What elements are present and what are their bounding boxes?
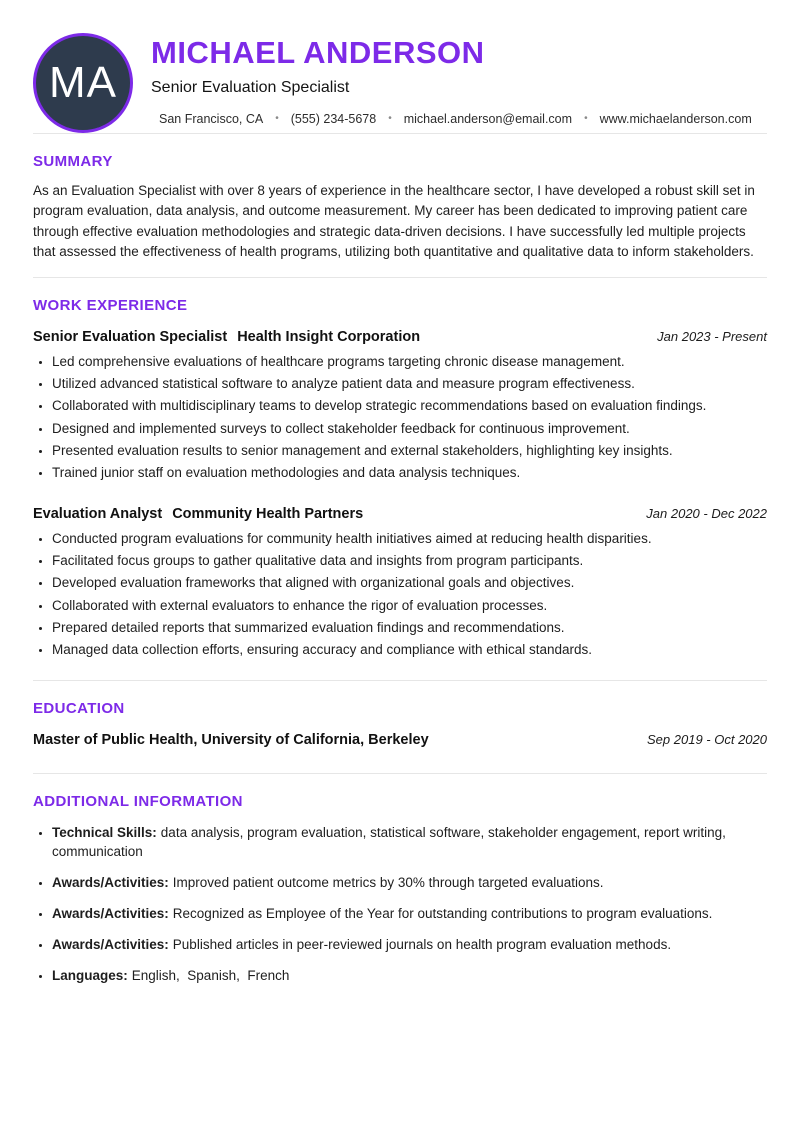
info-label: Languages: <box>52 968 128 984</box>
job-bullet-list <box>33 355 767 481</box>
info-item <box>52 935 767 954</box>
summary-heading: SUMMARY <box>33 153 113 170</box>
job-bullet: • Developed evaluation frameworks that aligned with organizational goals and objectives. <box>52 576 767 591</box>
job-dates: Jan 2023 - Present <box>657 328 767 344</box>
resume-header <box>33 33 767 133</box>
contact-email: michael.anderson@email.com <box>403 111 573 126</box>
job-header-row <box>33 329 767 345</box>
job-title-line <box>33 329 420 345</box>
job-bullet: • Trained junior staff on evaluation methodologies and data analysis techniques. <box>52 466 767 481</box>
job-title: Senior Evaluation Specialist <box>151 78 350 96</box>
avatar <box>33 33 133 133</box>
job-bullet: • Managed data collection efforts, ensuring accuracy and compliance with ethical standards. <box>52 643 767 658</box>
job-bullet: • Presented evaluation results to senior management and external stakeholders, highlighting key insights. <box>52 444 767 459</box>
avatar-initials: MA <box>49 58 117 107</box>
section-additional-information <box>33 774 767 985</box>
education-heading: EDUCATION <box>33 700 125 718</box>
education-dates: Sep 2019 - Oct 2020 <box>647 732 767 748</box>
job-position: Senior Evaluation Specialist <box>33 328 228 345</box>
contact-location: San Francisco, CA <box>159 111 264 126</box>
job-company: Community Health Partners <box>172 505 364 522</box>
dot-separator: • <box>388 113 392 125</box>
section-education <box>33 681 767 773</box>
section-work-experience <box>33 278 767 681</box>
education-degree: Master of Public Health, University of California, Berkeley <box>33 732 429 749</box>
info-text: Improved patient outcome metrics by 30% through targeted evaluations. <box>172 875 604 891</box>
job-dates: Jan 2020 - Dec 2022 <box>646 505 767 521</box>
job-bullet: • Collaborated with multidisciplinary teams to develop strategic recommendations based on evaluation findings. <box>52 399 767 414</box>
page-title: MICHAEL ANDERSON <box>151 35 485 70</box>
info-label: Awards/Activities: <box>52 875 169 891</box>
additional-info-list <box>33 823 767 985</box>
contact-website: www.michaelanderson.com <box>599 111 752 126</box>
job-bullet: • Led comprehensive evaluations of healthcare programs targeting chronic disease management. <box>52 355 767 370</box>
job-title-line <box>33 506 363 522</box>
info-text: Recognized as Employee of the Year for outstanding contributions to program evaluations. <box>172 906 713 922</box>
info-text: Published articles in peer-reviewed journals on health program evaluation methods. <box>172 937 672 953</box>
job-position: Evaluation Analyst <box>33 505 163 522</box>
job-company: Health Insight Corporation <box>237 328 421 345</box>
dot-separator: • <box>275 113 279 125</box>
job-bullet: • Collaborated with external evaluators to enhance the rigor of evaluation processes. <box>52 599 767 614</box>
info-label: Awards/Activities: <box>52 906 169 922</box>
job-bullet: • Prepared detailed reports that summarized evaluation findings and recommendations. <box>52 621 767 636</box>
info-item <box>52 904 767 923</box>
info-text: data analysis, program evaluation, statistical software, stakeholder engagement, report writing, communication <box>52 825 730 860</box>
work-experience-heading: WORK EXPERIENCE <box>33 296 188 314</box>
info-item <box>52 966 767 985</box>
info-text: English, Spanish, French <box>131 968 290 984</box>
job-bullet: • Facilitated focus groups to gather qualitative data and insights from program participants. <box>52 554 767 569</box>
info-label: Technical Skills: <box>52 825 157 841</box>
job-entry <box>33 506 767 658</box>
job-bullet-list <box>33 532 767 658</box>
education-row <box>33 732 767 748</box>
additional-information-heading: ADDITIONAL INFORMATION <box>33 793 243 811</box>
contact-row <box>159 112 752 126</box>
job-entry <box>33 329 767 481</box>
summary-text: As an Evaluation Specialist with over 8 years of experience in the healthcare sector, I have developed a robust skill set in program evaluation, data analysis, and outcome measurement. My career has been dedicated to improving patient care through effective evaluation methodologies and strategic data-driven decisions. I have successfully led multiple projects that assessed the effectiveness of health programs, utilizing both quantitative and qualitative data to inform stakeholders. <box>33 183 755 260</box>
contact-phone: (555) 234-5678 <box>290 111 377 126</box>
info-item <box>52 823 767 861</box>
section-summary <box>33 134 767 277</box>
job-bullet: • Designed and implemented surveys to collect stakeholder feedback for continuous improvement. <box>52 422 767 437</box>
header-text <box>151 33 752 126</box>
dot-separator: • <box>584 113 588 125</box>
job-bullet: • Utilized advanced statistical software to analyze patient data and measure program effectiveness. <box>52 377 767 392</box>
job-bullet: • Conducted program evaluations for community health initiatives aimed at reducing health disparities. <box>52 532 767 547</box>
info-label: Awards/Activities: <box>52 937 169 953</box>
info-item <box>52 873 767 892</box>
job-header-row <box>33 506 767 522</box>
